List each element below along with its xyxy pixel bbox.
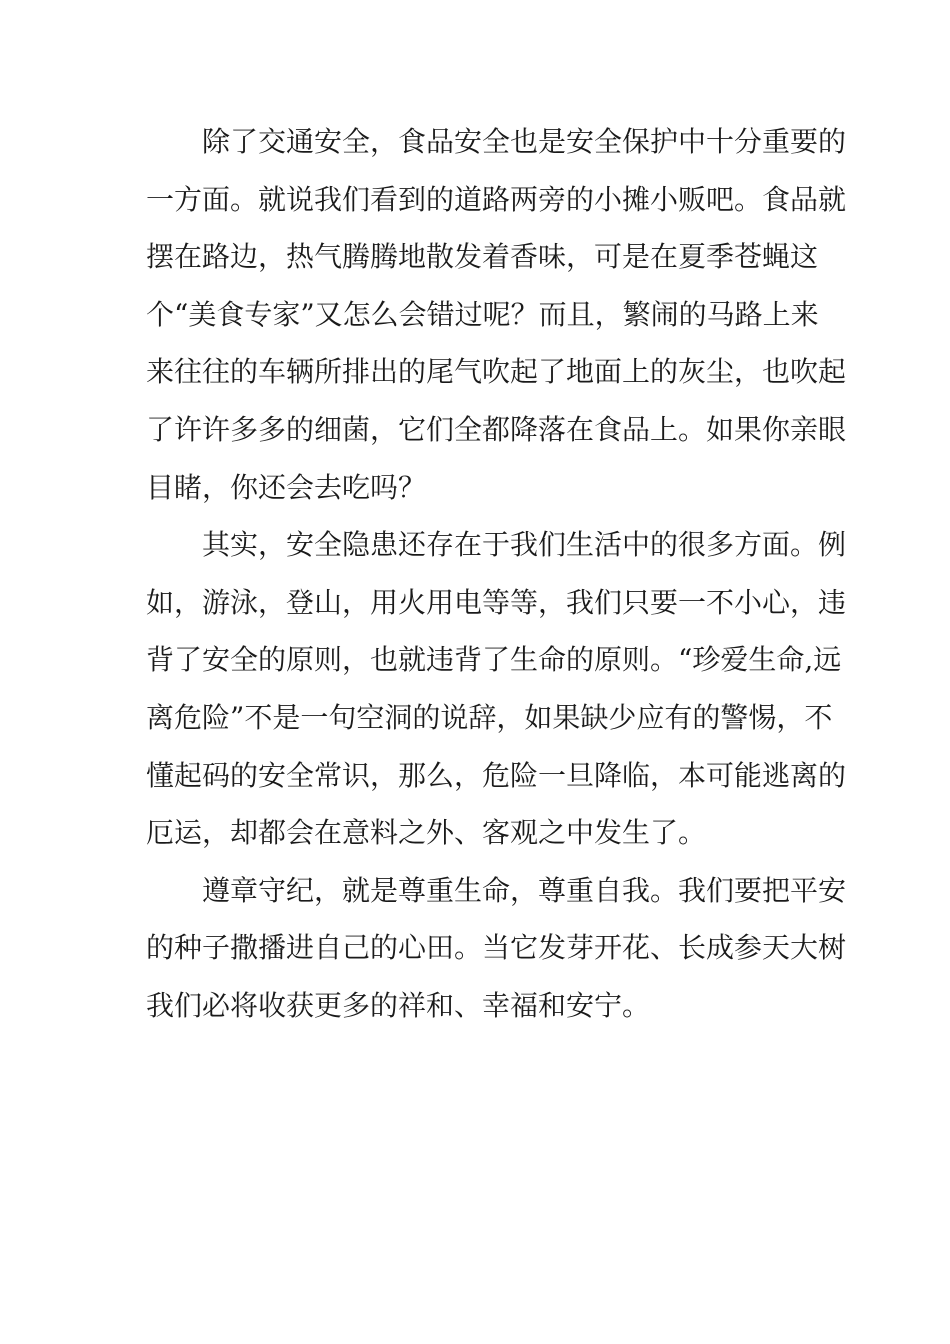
text-line: 来往往的车辆所排出的尾气吹起了地面上的灰尘，也吹起 — [146, 355, 847, 389]
text-line: 的种子撒播进自己的心田。当它发芽开花、长成参天大树 — [146, 931, 847, 965]
text-line: 离危险”不是一句空洞的说辞，如果缺少应有的警惕，不 — [146, 700, 833, 734]
text-line: 目睹，你还会去吃吗？ — [146, 470, 427, 504]
text-line: 如，游泳，登山，用火用电等等，我们只要一不小心，违 — [146, 585, 847, 619]
text-line: 厄运，却都会在意料之外、客观之中发生了。 — [146, 816, 707, 850]
text-line: 除了交通安全，食品安全也是安全保护中十分重要的 — [202, 125, 847, 158]
text-line: 一方面。就说我们看到的道路两旁的小摊小贩吧。食品就 — [146, 182, 847, 216]
text-line: 我们必将收获更多的祥和、幸福和安宁。 — [146, 988, 651, 1022]
text-line: 懂起码的安全常识，那么，危险一旦降临，本可能逃离的 — [146, 758, 847, 792]
text-line: 遵章守纪，就是尊重生命，尊重自我。我们要把平安 — [202, 873, 847, 907]
text-line: 个“美食专家”又怎么会错过呢？而且，繁闹的马路上来 — [146, 297, 819, 331]
text-line: 摆在路边，热气腾腾地散发着香味，可是在夏季苍蝇这 — [146, 240, 819, 274]
text-line: 其实，安全隐患还存在于我们生活中的很多方面。例 — [202, 528, 847, 562]
paragraph-conclusion — [146, 862, 847, 1035]
document-body — [146, 113, 847, 1035]
paragraph-food-safety — [146, 113, 847, 516]
text-line: 了许许多多的细菌，它们全都降落在食品上。如果你亲眼 — [146, 412, 847, 446]
text-line: 背了安全的原则，也就违背了生命的原则。“珍爱生命,远 — [146, 643, 842, 677]
paragraph-hidden-dangers — [146, 516, 847, 862]
